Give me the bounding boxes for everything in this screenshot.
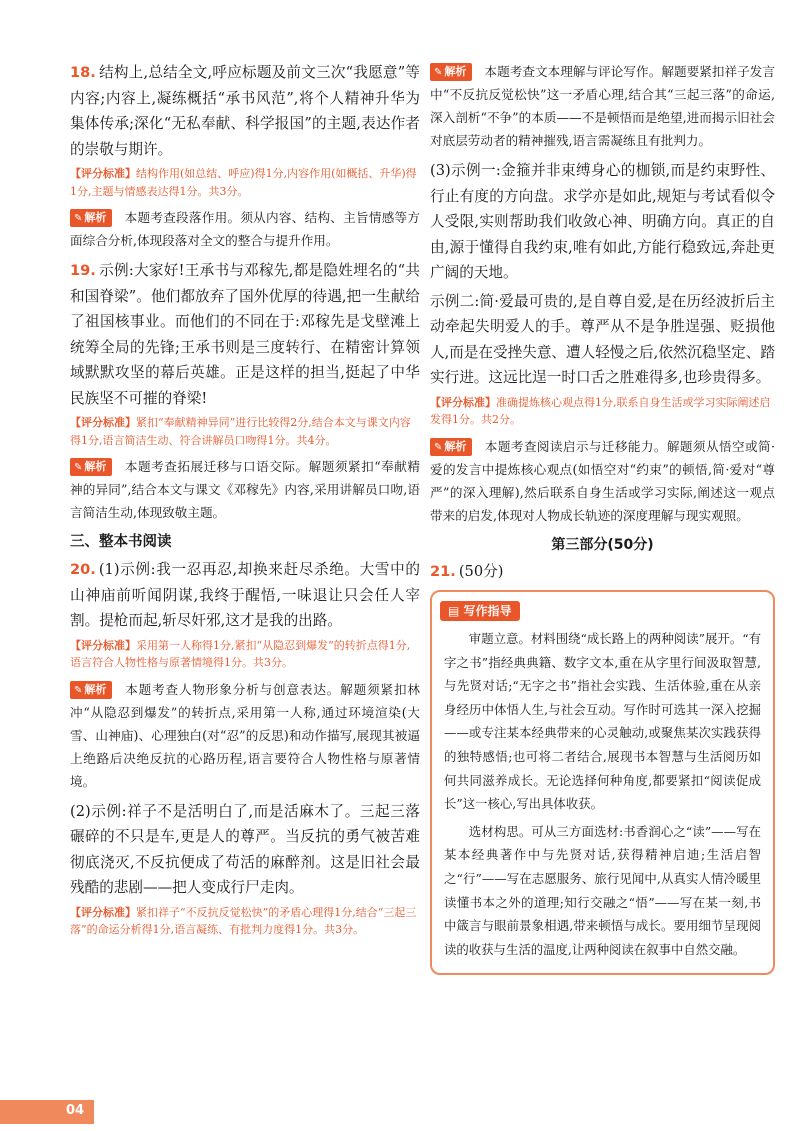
analysis: [430, 435, 775, 527]
answer-text: (1)示例:我一忍再忍,却换来赶尽杀绝。大雪中的山神庙前听闻阴谋,我终于醒悟,一味退让只会任人宰割。提枪而起,斩尽奸邪,这才是我的出路。: [70, 561, 420, 629]
question-20-3-example-1: (3)示例一:金箍并非束缚身心的枷锁,而是约束野性、行止有度的方向盘。求学亦是如此,规矩与考试看似令人受限,实则帮助我们收敛心神、明确方向。真正的自由,源于懂得自我约束,唯有如此,方能行稳致远,奔赴更广阔的天地。: [430, 162, 775, 281]
section-heading: 三、整本书阅读: [70, 534, 172, 550]
question-20-3-example-2: 示例二:简·爱最可贵的,是自尊自爱,是在历经波折后主动牵起失明爱人的手。尊严从不是争胜逞强、贬损他人,而是在受挫失意、遭人轻慢之后,依然沉稳坚定、踏实行进。这远比逞一时口舌之胜难得多,也珍贵得多。: [430, 292, 775, 386]
analysis: [70, 455, 420, 524]
right-column: [430, 60, 775, 975]
badge-label: 解析: [444, 65, 467, 78]
scoring-text: 紧扣祥子“不反抗反觉松快”的矛盾心理得1分,结合“三起三落”的命运分析得1分,语言凝练、有批判力度得1分。共3分。: [70, 905, 417, 936]
left-column: [70, 60, 420, 945]
analysis-text: 本题考查阅读启示与迁移能力。解题须从悟空或简·爱的发言中提炼核心观点(如悟空对“约束”的顿悟,简·爱对“尊严”的深入理解),然后联系自身生活或学习实际,阐述这一观点带来的启发,体现对人物成长轨迹的深度理解与现实观照。: [430, 438, 775, 523]
analysis: [70, 678, 420, 793]
badge-label: 解析: [84, 682, 107, 696]
scoring-standard: [70, 414, 420, 449]
scoring-standard: [430, 394, 775, 429]
question-score: (50分): [458, 562, 504, 580]
writing-guide-paragraph: 选材构思。可从三方面选材:书香润心之“读”——写在某本经典著作中与先贤对话,获得精神启迪;生活启智之“行”——写在志愿服务、旅行见闻中,从真实人情冷暖里读懂书本之外的道理;知行交融之“悟”——写在某一刻,书中箴言与眼前景象相遇,带来顿悟与成长。要用细节呈现阅读的收获与生活的温度,让两种阅读在叙事中自然交融。: [444, 823, 761, 957]
question-20-1: [70, 557, 420, 634]
scoring-tag: 【评分标准】: [70, 905, 136, 919]
scoring-standard: [70, 904, 420, 939]
scoring-text: 准确提炼核心观点得1分,联系自身生活或学习实际阐述启发得1分。共2分。: [430, 395, 771, 426]
scoring-tag: 【评分标准】: [430, 395, 496, 409]
badge-label: 解析: [444, 439, 467, 453]
pen-icon: ✎: [434, 67, 443, 78]
question-number: 18.: [70, 64, 96, 81]
question-number: 21.: [430, 562, 456, 580]
analysis-badge: [430, 63, 472, 81]
question-19: [70, 258, 420, 411]
writing-guide-paragraph: 审题立意。材料围绕“成长路上的两种阅读”展开。“有字之书”指经典典籍、数字文本,重在从字里行间汲取智慧,与先贤对话;“无字之书”指社会实践、生活体验,重在从亲身经历中体悟人生,与社会互动。写作时可选其一深入挖掘——或专注某本经典带来的心灵触动,或聚焦某次实践获得的独特感悟;也可将二者结合,展现书本智慧与生活阅历如何共同滋养成长。无论选择何种角度,都要紧扣“阅读促成长”这一核心,写出具体收获。: [444, 631, 761, 812]
scoring-text: 紧扣“奉献精神异同”进行比较得2分,结合本文与课文内容得1分,语言简洁生动、符合讲解员口吻得1分。共4分。: [70, 416, 411, 447]
question-18: [70, 60, 420, 162]
answer-text: 结构上,总结全文,呼应标题及前文三次“我愿意”等内容;内容上,凝练概括“承书风范”,将个人精神升华为集体传承;深化“无私奉献、科学报国”的主题,表达作者的崇敬与期许。: [70, 64, 420, 158]
badge-label: 解析: [84, 211, 107, 224]
scoring-standard: [70, 165, 420, 200]
scoring-tag: 【评分标准】: [70, 167, 136, 180]
scoring-text: 结构作用(如总结、呼应)得1分,内容作用(如概括、升华)得1分,主题与情感表达得1分。共3分。: [70, 167, 417, 198]
pen-icon: ✎: [74, 462, 83, 473]
analysis: [430, 60, 775, 152]
analysis-badge: [70, 209, 112, 227]
scoring-tag: 【评分标准】: [70, 416, 136, 429]
question-20-2: (2)示例:祥子不是活明白了,而是活麻木了。三起三落碾碎的不只是车,更是人的尊严。当反抗的勇气被苦难彻底浇灭,不反抗便成了苟活的麻醉剂。这是旧社会最残酷的悲剧——把人变成行尸走肉。: [70, 802, 420, 896]
page-number: 04: [66, 1103, 85, 1118]
question-21: [430, 559, 775, 585]
analysis-badge: [70, 681, 112, 699]
part-heading: 第三部分(50分): [551, 536, 654, 553]
page-footer: [0, 1100, 94, 1124]
writing-guide-title: 写作指导: [463, 604, 512, 618]
scoring-standard: [70, 637, 420, 672]
pen-icon: ✎: [74, 684, 83, 696]
scoring-text: 采用第一人称得1分,紧扣“从隐忍到爆发”的转折点得1分,语言符合人物性格与原著情境得1分。共3分。: [70, 638, 411, 669]
analysis-text: 本题考查文本理解与评论写作。解题要紧扣祥子发言中“不反抗反觉松快”这一矛盾心理,结合其“三起三落”的命运,深入剖析“不争”的本质——不是顿悟而是绝望,进而揭示旧社会对底层劳动者的精神摧残,语言需凝练且有批判力。: [430, 64, 775, 148]
document-icon: ▤: [448, 604, 464, 618]
pen-icon: ✎: [434, 441, 443, 453]
analysis-badge: [70, 458, 112, 476]
analysis-badge: [430, 438, 472, 456]
analysis-text: 本题考查拓展迁移与口语交际。解题须紧扣“奉献精神的异同”,结合本文与课文《邓稼先》内容,采用讲解员口吻,语言简洁生动,体现致敬主题。: [70, 459, 420, 520]
analysis-text: 本题考查段落作用。须从内容、结构、主旨情感等方面综合分析,体现段落对全文的整合与提升作用。: [70, 210, 420, 248]
answer-text: 示例:大家好!王承书与邓稼先,都是隐姓埋名的“共和国脊梁”。他们都放弃了国外优厚的待遇,把一生献给了祖国核事业。而他们的不同在于:邓稼先是戈壁滩上统筹全局的先锋;王承书则是三度转行、在精密计算领域默默攻坚的幕后英雄。正是这样的担当,挺起了中华民族坚不可摧的脊梁!: [70, 262, 420, 407]
badge-label: 解析: [84, 460, 107, 473]
question-number: 20.: [70, 561, 96, 578]
writing-guide-box: [430, 590, 775, 975]
writing-guide-label: [440, 601, 520, 621]
scoring-tag: 【评分标准】: [70, 638, 136, 652]
pen-icon: ✎: [74, 213, 83, 224]
question-number: 19.: [70, 262, 96, 279]
analysis: [70, 206, 420, 252]
analysis-text: 本题考查人物形象分析与创意表达。解题须紧扣林冲“从隐忍到爆发”的转折点,采用第一人称,通过环境渲染(大雪、山神庙)、心理独白(对“忍”的反思)和动作描写,展现其被逼上绝路后决绝反抗的心路历程,语言要符合人物性格与原著情境。: [70, 681, 420, 789]
